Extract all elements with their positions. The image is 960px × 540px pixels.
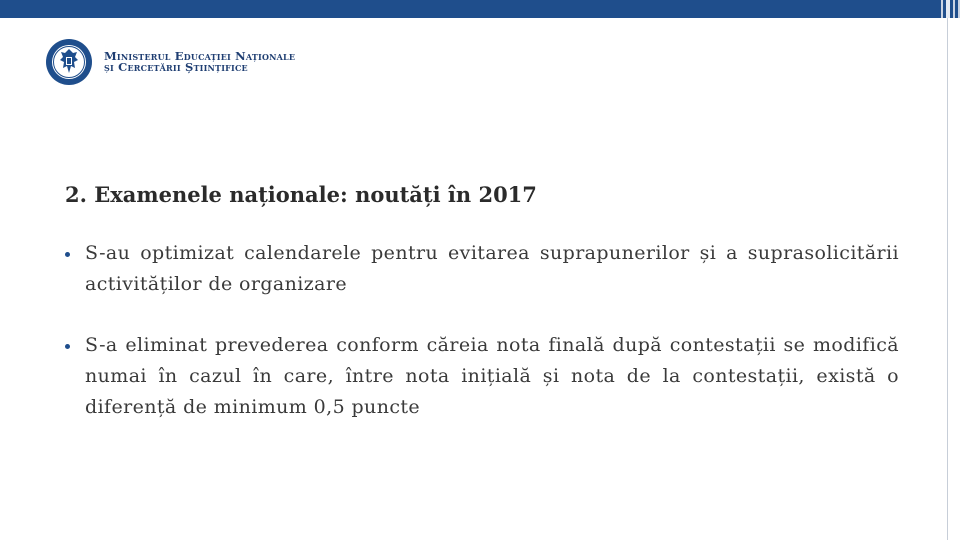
ministry-name-line2: și Cercetării Științifice [104, 60, 248, 74]
bullet-dot-icon [65, 344, 70, 349]
decorative-stripes [916, 0, 960, 18]
top-accent-bar [0, 0, 960, 18]
bullet-dot-icon [65, 252, 70, 257]
romanian-government-seal-icon [44, 38, 94, 86]
slide-title: 2. Examenele naționale: noutăți în 2017 [65, 182, 537, 207]
ministry-name-line1: Ministerul Educației Naționale [104, 49, 296, 63]
bullet-item [65, 238, 899, 300]
bullet-list [65, 238, 899, 453]
bullet-text: S-a eliminat prevederea conform căreia nota finală după contestații se modifică numai în cazul în care, între nota inițială și nota de la contestații, există o diferență de minimum 0,5 puncte [85, 334, 899, 418]
bullet-text: S-au optimizat calendarele pentru evitarea suprapunerilor și a suprasolicitării activităților de organizare [85, 242, 899, 295]
ministry-logo [44, 38, 295, 86]
bullet-item [65, 330, 899, 423]
right-border-rule [947, 18, 948, 540]
ministry-name [104, 51, 295, 73]
